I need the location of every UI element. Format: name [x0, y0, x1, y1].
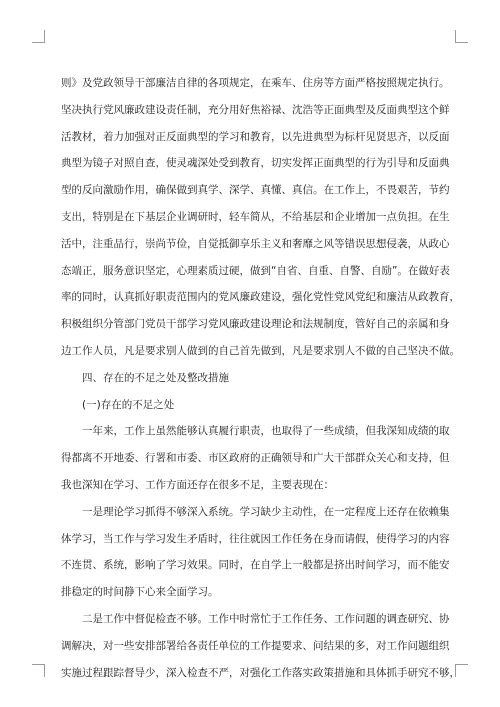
- text-line: 排稳定的时间静下心来全面学习。: [61, 586, 219, 599]
- text-line: 调解决，对一些安排部署给各责任单位的工作提要求、问结果的多，对工作问题组织: [61, 639, 450, 652]
- text-line: 态端正，服务意识坚定，心理素质过硬，做到“自省、自重、自警、自励”。在做好表: [61, 264, 450, 277]
- crop-mark-top-right: [455, 30, 468, 43]
- text-line: 活教材，着力加强对正反面典型的学习和教育，以先进典型为标杆见贤思齐，以反面: [61, 130, 450, 143]
- text-line: 一是理论学习抓得不够深入系统。学习缺少主动性，在一定程度上还存在依赖集: [82, 505, 450, 518]
- text-line: 坚决执行党风廉政建设责任制，充分用好焦裕禄、沈浩等正面典型及反面典型这个鲜: [61, 103, 450, 116]
- paragraph-integrity: [61, 70, 460, 365]
- text-line: 支出，特别是在下基层企业调研时，轻车简从，不给基层和企业增加一点负担。在生: [61, 210, 450, 223]
- text-line: 率的同时，认真抓好职责范围内的党风廉政建设，强化党性党风党纪和廉洁从政教育，: [61, 291, 460, 304]
- text-line: 二是工作中督促检查不够。工作中时常忙于工作任务、工作问题的调查研究、协: [82, 612, 450, 625]
- crop-mark-top-left: [32, 30, 45, 43]
- text-line: 典型为镜子对照自查，使灵魂深处受到教育，切实发挥正面典型的行为引导和反面典: [61, 157, 450, 170]
- heading-shortcomings: (一)存在的不足之处: [82, 398, 175, 411]
- heading-shortcomings-measures: 四、存在的不足之处及整改措施: [82, 371, 229, 384]
- text-line: 我也深知在学习、工作方面还存在很多不足，主要表现在：: [61, 478, 334, 491]
- text-line: 积极组织分管部门党员干部学习党风廉政建设理论和法规制度，管好自己的亲属和身: [61, 318, 450, 331]
- subsection-heading: [61, 392, 446, 419]
- text-line: 一年来，工作上虽然能够认真履行职责，也取得了一些成绩，但我深知成绩的取: [82, 425, 450, 438]
- text-line: 不连贯、系统，影响了学习效果。同时，在自学上一般都是挤出时间学习，而不能安: [61, 559, 450, 572]
- text-line: 活中，注重品行，崇尚节俭，自觉抵御享乐主义和奢靡之风等错误思想侵袭，从政心: [61, 237, 450, 250]
- paragraph-overview: [61, 418, 450, 498]
- text-line: 则》及党政领导干部廉洁自律的各项规定，在乘车、住房等方面严格按照规定执行。: [61, 77, 450, 89]
- text-line: 得都离不开地委、行署和市委、市区政府的正确领导和广大干部群众关心和支持，但: [61, 452, 450, 465]
- section-heading: [61, 365, 446, 392]
- text-line: 体学习，当工作与学习发生矛盾时，往往就因工作任务在身而请假，使得学习的内容: [61, 532, 450, 545]
- document-page: [61, 70, 460, 686]
- text-line: 实施过程跟踪督导少，深入检查不严，对强化工作落实政策措施和具体抓手研究不够，: [61, 666, 460, 679]
- crop-mark-bottom-left: [32, 664, 45, 677]
- text-line: 型的反向激励作用，确保做到真学、深学、真懂、真信。在工作上，不畏艰苦，节约: [61, 184, 450, 197]
- paragraph-study: [61, 499, 450, 606]
- text-line: 边工作人员，凡是要求别人做到的自己首先做到，凡是要求别人不做的自己坚决不做。: [61, 344, 460, 357]
- paragraph-supervision: [61, 606, 460, 686]
